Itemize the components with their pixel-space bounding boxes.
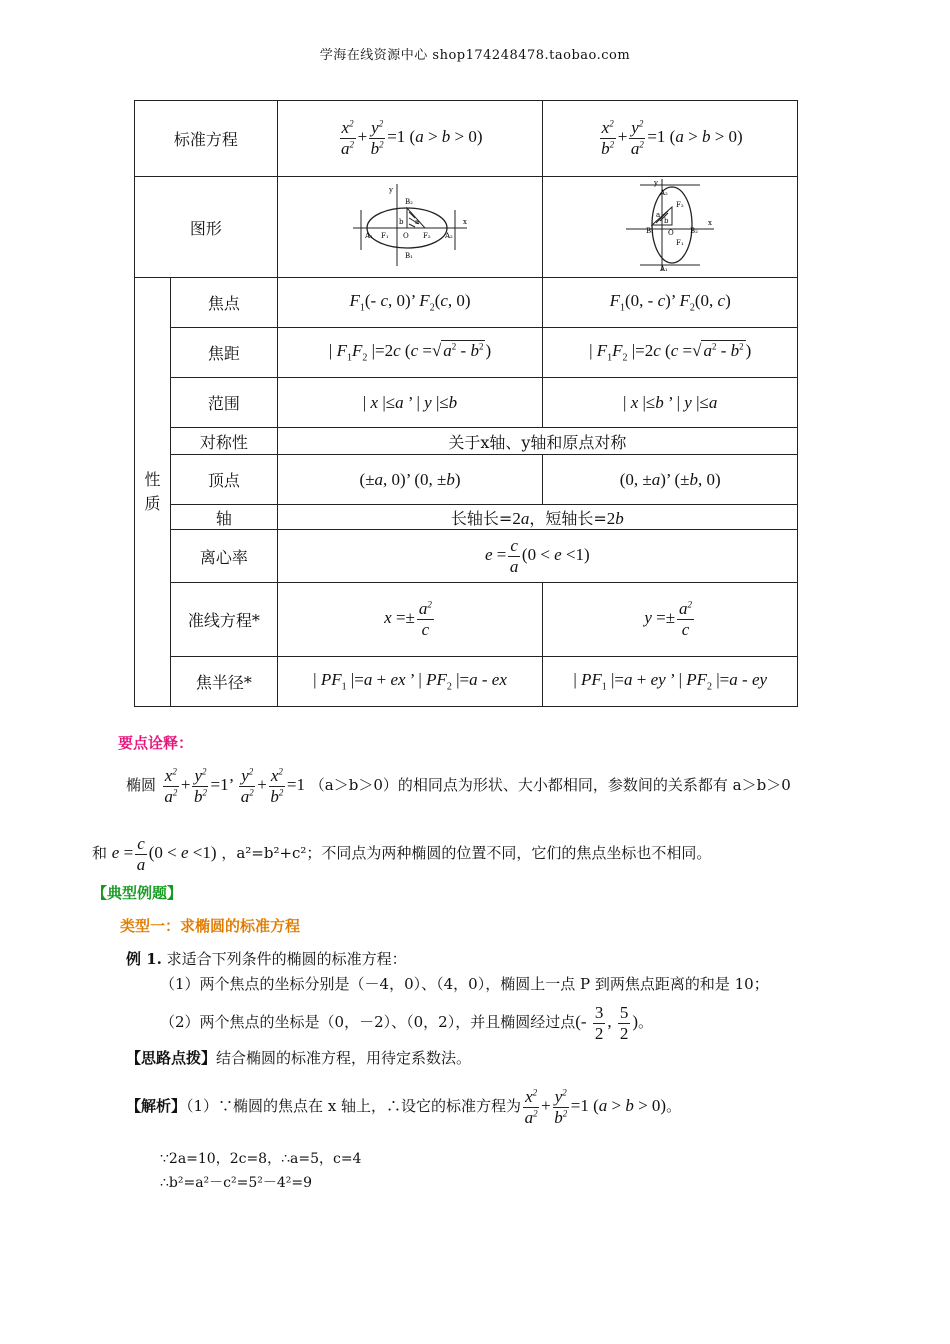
table-row: [135, 101, 798, 177]
example-1-label: 例 1.: [126, 950, 162, 968]
row-label-graph: 图形: [135, 177, 278, 278]
focal-radius-x: | $PF_1$ |=a + ex ’ | $PF_2$ |=a - ex: [277, 657, 543, 707]
svg-text:O: O: [668, 229, 674, 237]
svg-text:A₁: A₁: [365, 232, 373, 240]
focus-x-axis: $F_1(-$ c, 0)’ $F_2(c$, 0): [277, 278, 543, 328]
table-row: [135, 278, 798, 328]
ellipse-properties-table: [134, 100, 798, 707]
table-row: [135, 428, 798, 455]
svg-text:x: x: [708, 219, 713, 227]
hint-label: 【思路点拨】: [126, 1049, 217, 1067]
svg-text:O: O: [403, 232, 409, 240]
range-y: | x |≤b ’ | y |≤a: [543, 378, 798, 428]
horizontal-ellipse-figure: [345, 180, 475, 270]
axis-short-label: ，短轴长=: [529, 508, 607, 528]
focal-distance-y: | $F_1F_2$ |=2c (c =√ $a^2 - b^2$ ): [543, 328, 798, 378]
properties-label-text: 性质: [144, 470, 161, 513]
svg-text:y: y: [654, 179, 659, 187]
svg-text:b: b: [664, 217, 669, 225]
svg-text:y: y: [389, 186, 393, 194]
example-1-text: 求适合下列条件的椭圆的标准方程：: [166, 950, 407, 968]
section-title: 【典型例题】: [92, 884, 183, 902]
vertical-ellipse-figure: [620, 177, 720, 273]
row-label-directrix: 准线方程*: [170, 583, 277, 657]
graph-horizontal-ellipse: [277, 177, 543, 278]
table-row: [135, 505, 798, 530]
svg-text:B₂: B₂: [690, 227, 699, 235]
svg-text:F₂: F₂: [423, 232, 431, 240]
solution-step-2: ∴b²=a²－c²=5²－4²=9: [160, 1175, 313, 1191]
focus-y-axis: $F_1(0$, - c)’ $F_2(0$, c): [543, 278, 798, 328]
svg-text:B₁: B₁: [646, 227, 655, 235]
vertex-x: (±a, 0)’ (0, ±b): [277, 455, 543, 505]
table-row: [135, 378, 798, 428]
table-row: [135, 328, 798, 378]
svg-text:A₂: A₂: [445, 232, 453, 240]
axis-long-label: 长轴长=: [450, 508, 513, 528]
directrix-x: x =± $\frac{a^2}{c}$: [277, 583, 543, 657]
svg-text:A₂: A₂: [660, 189, 669, 197]
svg-text:F₁: F₁: [381, 232, 389, 240]
type-one-title: 类型一：求椭圆的标准方程: [120, 917, 301, 935]
table-row: [135, 177, 798, 278]
table-row: [135, 455, 798, 505]
focal-distance-x: | $F_1F_2$ |=2c (c =√ $a^2 - b^2$ ): [277, 328, 543, 378]
svg-text:F₂: F₂: [676, 201, 684, 209]
hint-paragraph: [126, 1048, 471, 1069]
table-row: [135, 530, 798, 583]
svg-text:B₂: B₂: [405, 198, 413, 206]
focal-radius-y: | $PF_1$ |=a + ey ’ | $PF_2$ |=a - ey: [543, 657, 798, 707]
table-row: [135, 583, 798, 657]
table-row: [135, 657, 798, 707]
example-1-intro: [126, 949, 407, 970]
directrix-y: y =± $\frac{a^2}{c}$: [543, 583, 798, 657]
svg-text:F₁: F₁: [676, 239, 684, 247]
solution-end: 。: [666, 1096, 682, 1115]
eccentricity-value: e = $\frac{c}{a}$ (0 < e <1): [277, 530, 797, 583]
notes-line2-tail: ，a²=b²+c²；不同点为两种椭圆的位置不同，它们的焦点坐标也不相同。: [221, 843, 712, 862]
row-label-eccentricity: 离心率: [170, 530, 277, 583]
row-label-vertex: 顶点: [170, 455, 277, 505]
properties-group-label: [135, 278, 171, 707]
svg-text:b: b: [399, 218, 404, 226]
svg-text:B₁: B₁: [405, 252, 413, 260]
notes-line1-lead: 椭圆: [126, 775, 157, 794]
svg-text:a: a: [656, 211, 661, 219]
equation-y-axis: $\frac{x^2}{b^2}$ + $\frac{y^2}{a^2}$ =1 (a > b > 0): [543, 101, 798, 177]
solution-step-1: ∵2a=10，2c=8，∴a=5，c=4: [160, 1151, 362, 1167]
solution-paragraph: 【解析】（1）∵椭圆的焦点在 x 轴上，∴设它的标准方程为 $\frac{x^2}{a^2}$ + $\frac{y^2}{b^2}$ =1 (a > b > 0)。: [126, 1087, 682, 1127]
row-label-focal-distance: 焦距: [170, 328, 277, 378]
svg-text:A₁: A₁: [660, 265, 669, 273]
solution-label: 【解析】: [126, 1096, 187, 1115]
symmetry-value: 关于x轴、y轴和原点对称: [277, 428, 797, 455]
row-label-focus: 焦点: [170, 278, 277, 328]
graph-vertical-ellipse: [543, 177, 798, 278]
hint-text: 结合椭圆的标准方程，用待定系数法。: [216, 1049, 472, 1067]
row-label-range: 范围: [170, 378, 277, 428]
notes-title: 要点诠释：: [118, 734, 194, 752]
axis-value: 长轴长=2a，短轴长=2b: [277, 505, 797, 530]
solution-text: （1）∵椭圆的焦点在 x 轴上，∴设它的标准方程为: [186, 1096, 522, 1115]
svg-text:x: x: [463, 218, 467, 226]
row-label-symmetry: 对称性: [170, 428, 277, 455]
vertex-y: (0, ±a)’ (±b, 0): [543, 455, 798, 505]
range-x: | x |≤a ’ | y |≤b: [277, 378, 543, 428]
notes-line1-tail: （a＞b＞0）的相同点为形状、大小都相同，参数间的关系都有 a＞b＞0: [309, 775, 791, 794]
page-header: 学海在线资源中心 shop174248478.taobao.com: [319, 48, 631, 63]
example-1-part-2-text: （2）两个焦点的坐标是（0，－2）、（0，2），并且椭圆经过点: [160, 1012, 576, 1031]
example-1-part-2-end: 。: [637, 1012, 653, 1031]
example-1-part-1: （1）两个焦点的坐标分别是（－4，0）、（4，0），椭圆上一点 P 到两焦点距离的和是 10；: [160, 975, 769, 993]
equation-x-axis: $\frac{x^2}{a^2}$ + $\frac{y^2}{b^2}$ =1 (a > b > 0): [277, 101, 543, 177]
notes-line2-lead: 和: [92, 843, 108, 862]
row-label-focal-radius: 焦半径*: [170, 657, 277, 707]
notes-line-2: 和 e = $\frac{c}{a}$ (0 < e <1) ，a²=b²+c²；不同点为两种椭圆的位置不同，它们的焦点坐标也不相同。: [92, 834, 712, 874]
example-1-part-2: （2）两个焦点的坐标是（0，－2）、（0，2），并且椭圆经过点(- $\frac{3}{2}$ , $\frac{5}{2}$ )。: [160, 1003, 653, 1043]
notes-line-1: 椭圆 $\frac{x^2}{a^2}$ + $\frac{y^2}{b^2}$ =1’ $\frac{y^2}{a^2}$ + $\frac{x^2}{b^2}$ =1 （a＞b＞0）的相同点为形状、大小都相同，参数间的关系都有 a＞b＞0: [126, 766, 791, 806]
row-label-standard-equation: 标准方程: [135, 101, 278, 177]
row-label-axis: 轴: [170, 505, 277, 530]
svg-text:a: a: [415, 218, 420, 226]
